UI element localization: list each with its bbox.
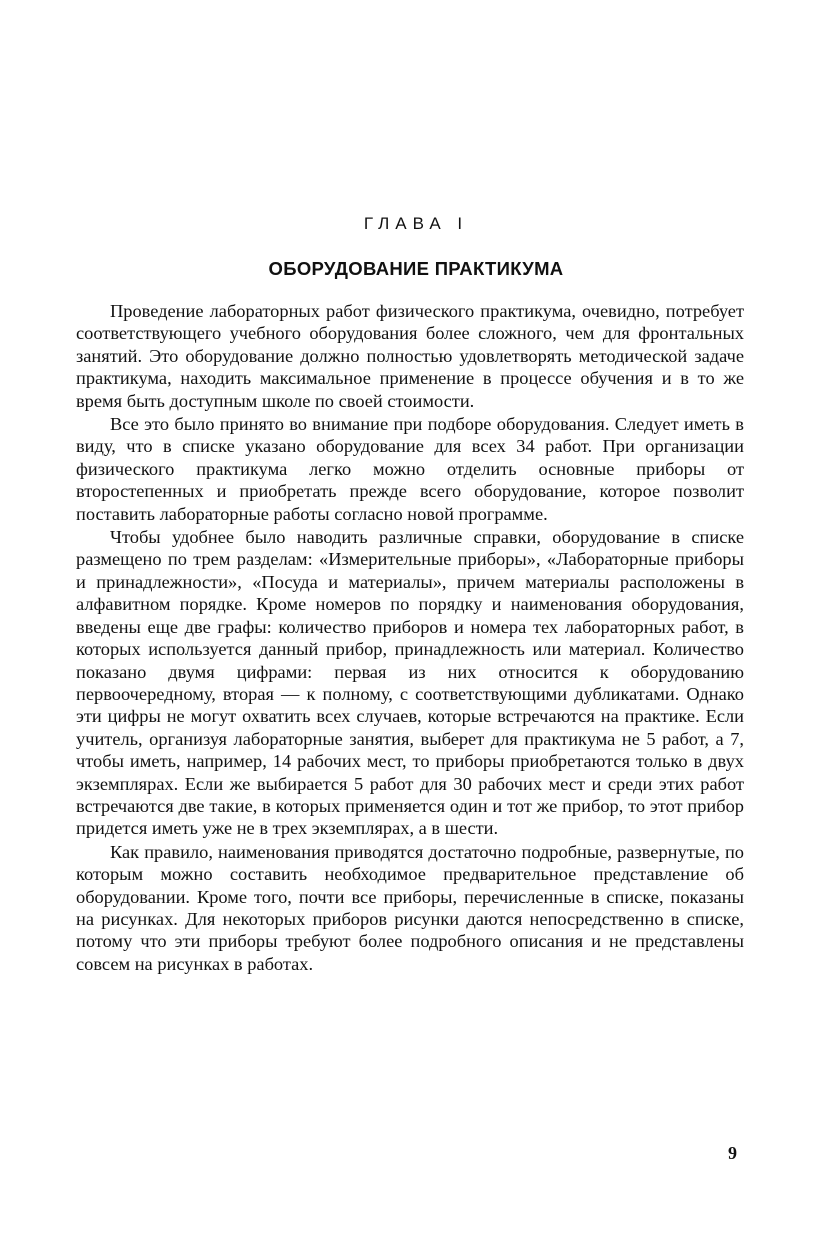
page-number: 9 <box>728 1143 737 1163</box>
paragraph-1: Проведение лабораторных работ физического практикума, очевидно, потребует соответствующего учебного оборудования более сложного, чем для фронтальных занятий. Это оборудование должно полностью удовлетворять методической задаче практикума, находить максимальное применение в процессе обучения и в то же время быть доступным школе по своей стоимости. <box>76 301 744 411</box>
chapter-label: ГЛАВА I <box>363 214 469 233</box>
body-text <box>76 300 744 976</box>
paragraph-2: Все это было принято во внимание при подборе оборудования. Следует иметь в виду, что в списке указано оборудование для всех 34 работ. При организации физического практикума легко можно отделить основные приборы от второстепенных и приобретать прежде всего оборудование, которое позволит поставить лабораторные работы согласно новой программе. <box>76 414 744 524</box>
book-page <box>76 0 744 1245</box>
paragraph-4: Как правило, наименования приводятся достаточно подробные, развернутые, по которым можно составить необходимое предварительное представление об оборудовании. Кроме того, почти все приборы, перечисленные в списке, показаны на рисунках. Для некоторых приборов рисунки даются непосредственно в списке, потому что эти приборы требуют более подробного описания и не представлены совсем на рисунках в работах. <box>76 841 744 974</box>
paragraph-3: Чтобы удобнее было наводить различные справки, оборудование в списке размещено по трем разделам: «Измерительные приборы», «Лабораторные приборы и принадлежности», «Посуда и материалы», причем материалы расположены в алфавитном порядке. Кроме номеров по порядку и наименования оборудования, введены еще две графы: количество приборов и номера тех лабораторных работ, в которых используется данный прибор, принадлежность или материал. Количество показано двумя цифрами: первая из них относится к оборудованию первоочередному, вторая — к полному, с соответствующими дубликатами. Однако эти цифры не могут охватить всех случаев, которые встречаются на практике. Если учитель, организуя лабораторные занятия, выберет для практикума не 5 работ, а 7, чтобы иметь, например, 14 рабочих мест, то приборы приобретаются только в двух экземплярах. Если же выбирается 5 работ для 30 рабочих мест и среди этих работ встречаются две такие, в которых применяется один и тот же прибор, то этот прибор придется иметь уже не в трех экземплярах, а в шести. <box>76 527 744 839</box>
chapter-title: ОБОРУДОВАНИЕ ПРАКТИКУМА <box>268 258 564 279</box>
